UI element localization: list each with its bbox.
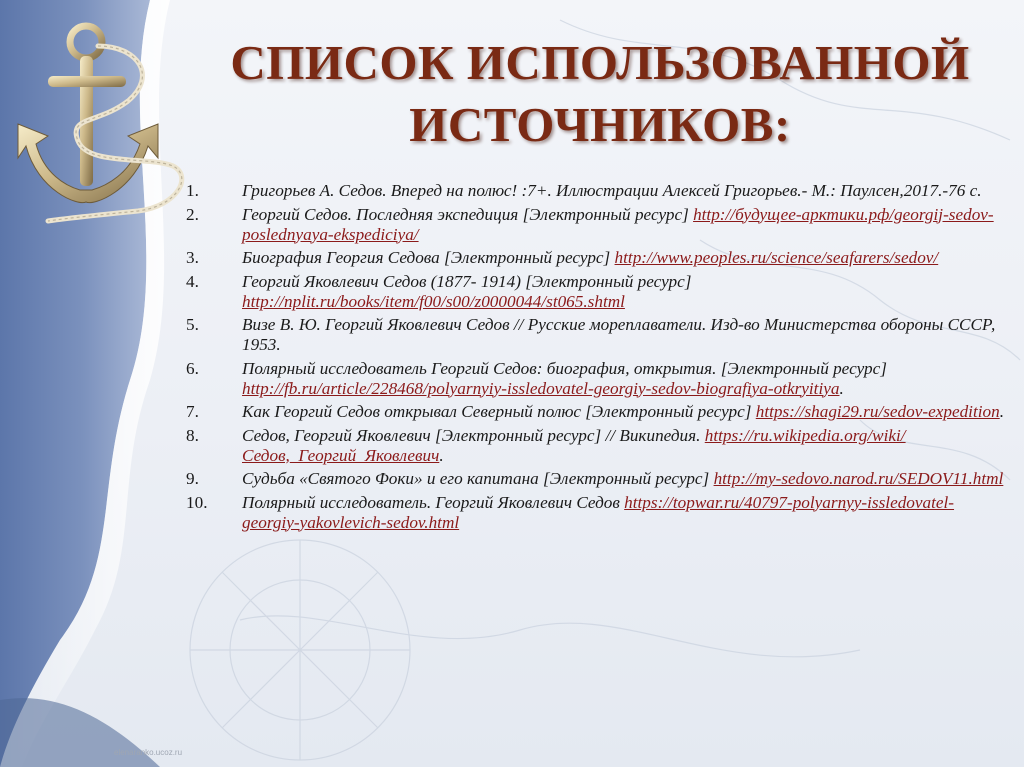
site-watermark: elenaranko.ucoz.ru <box>114 748 183 757</box>
reference-trailing-punctuation: . <box>999 402 1004 421</box>
reference-text: Георгий Яковлевич Седов (1877- 1914) [Электронный ресурс] <box>242 271 692 291</box>
reference-number: 9. <box>186 469 199 488</box>
reference-link[interactable]: http://www.peoples.ru/science/seafarers/sedov/ <box>614 248 939 267</box>
reference-item <box>186 426 1006 466</box>
reference-link[interactable]: https://shagi29.ru/sedov-expedition <box>755 402 1000 421</box>
reference-link[interactable]: http://будущее-арктики.рф/georgij-sedov-poslednyaya-ekspediciya/ <box>242 204 994 244</box>
reference-number: 6. <box>186 358 199 378</box>
reference-number: 7. <box>186 402 199 421</box>
reference-link[interactable]: https://topwar.ru/40797-polyarnyy-issledovatel-georgiy-yakovlevich-sedov.html <box>242 492 955 532</box>
reference-number: 8. <box>186 425 199 445</box>
anchor-icon <box>8 6 198 231</box>
reference-trailing-punctuation: . <box>439 445 444 465</box>
reference-text: Полярный исследователь. Георгий Яковлевич Седов <box>242 492 625 512</box>
reference-item <box>186 205 1006 245</box>
reference-number: 3. <box>186 248 199 267</box>
reference-item <box>186 272 1006 312</box>
reference-item <box>186 359 1006 399</box>
reference-text: Седов, Георгий Яковлевич [Электронный ресурс] // Википедия. <box>242 425 705 445</box>
reference-link[interactable]: https://ru.wikipedia.org/wiki/Седов,_Георгий_Яковлевич <box>242 425 906 465</box>
reference-link[interactable]: http://fb.ru/article/228468/polyarnyiy-issledovatel-georgiy-sedov-biografiya-otkryitiya <box>242 378 840 398</box>
reference-text: Григорьев А. Седов. Вперед на полюс! :7+. Иллюстрации Алексей Григорьев.- М.: Паулсен,2017.-76 с. <box>242 181 982 200</box>
reference-number: 4. <box>186 271 199 291</box>
reference-number: 2. <box>186 204 199 224</box>
title-line-1: СПИСОК ИСПОЛЬЗОВАННОЙ <box>230 35 970 90</box>
reference-text: Биография Георгия Седова [Электронный ресурс] <box>242 248 615 267</box>
reference-item <box>186 248 1006 268</box>
reference-item <box>186 315 1006 355</box>
reference-number: 1. <box>186 181 199 200</box>
reference-number: 5. <box>186 315 199 334</box>
reference-item <box>186 469 1006 489</box>
reference-item <box>186 493 1006 533</box>
title-line-2: ИСТОЧНИКОВ: <box>409 97 791 152</box>
reference-text: Полярный исследователь Георгий Седов: биография, открытия. [Электронный ресурс] <box>242 358 887 378</box>
reference-text: Визе В. Ю. Георгий Яковлевич Седов // Русские мореплаватели. Изд-во Министерства обороны СССР, 1953. <box>242 315 996 354</box>
reference-item <box>186 402 1006 422</box>
reference-link[interactable]: http://nplit.ru/books/item/f00/s00/z0000044/st065.shtml <box>242 291 625 311</box>
reference-text: Судьба «Святого Фоки» и его капитана [Электронный ресурс] <box>242 469 714 488</box>
reference-item <box>186 181 1006 201</box>
reference-trailing-punctuation: . <box>839 378 844 398</box>
references-list <box>186 181 1006 536</box>
page-title <box>200 32 1000 156</box>
reference-text: Георгий Седов. Последняя экспедиция [Электронный ресурс] <box>242 204 694 224</box>
reference-number: 10. <box>186 492 208 512</box>
reference-text: Как Георгий Седов открывал Северный полюс [Электронный ресурс] <box>242 402 756 421</box>
reference-link[interactable]: http://my-sedovo.narod.ru/SEDOV11.html <box>713 469 1004 488</box>
